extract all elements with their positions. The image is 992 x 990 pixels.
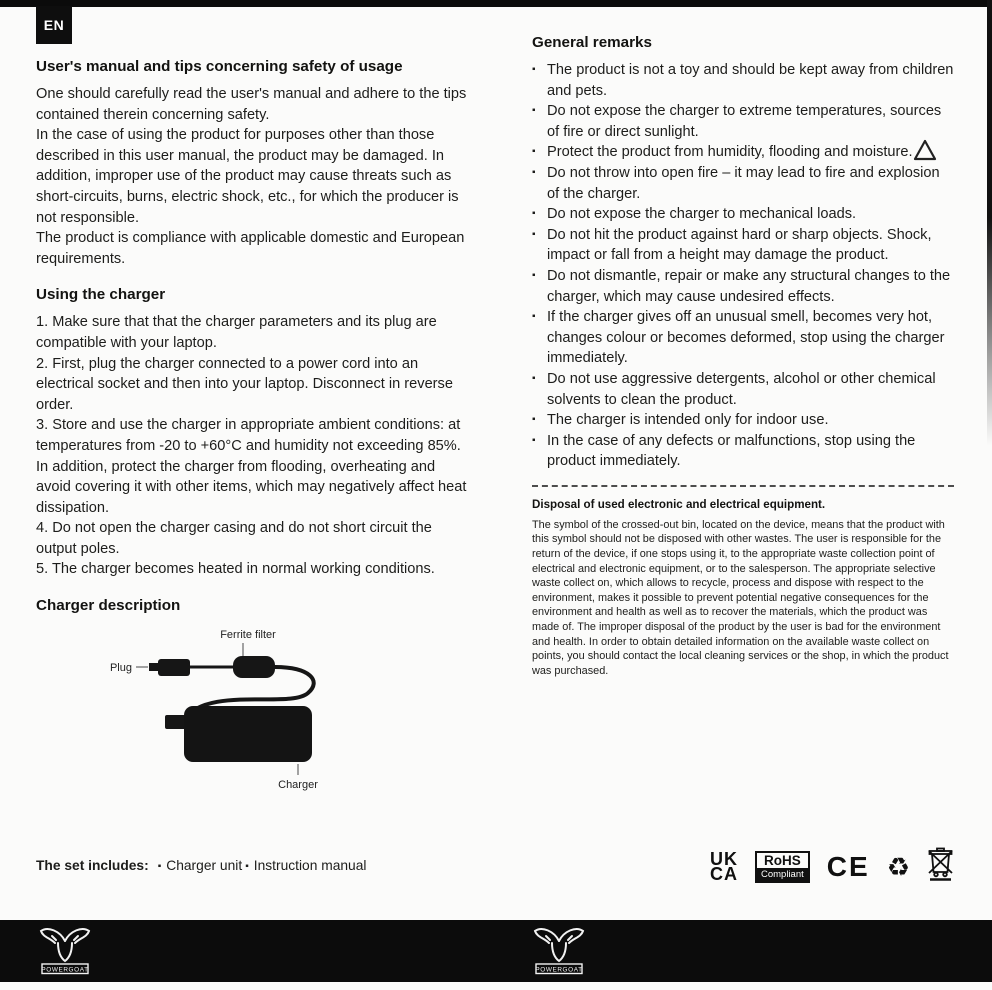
- using-step: 2. First, plug the charger connected to a power cord into an electrical socket and then into your laptop. Disconnect in reverse order.: [36, 355, 453, 413]
- using-section-title: Using the charger: [36, 286, 166, 304]
- manual-paragraph: One should carefully read the user's manual and adhere to the tips contained therein concerning safety.: [36, 86, 467, 123]
- weee-crossed-bin-icon: [927, 846, 954, 887]
- general-remarks-title: General remarks: [532, 34, 652, 51]
- remark-item: ▪ Do not hit the product against hard or sharp objects. Shock, impact or fall from a height may damage the product.: [532, 225, 954, 266]
- disposal-title: Disposal of used electronic and electrical equipment.: [532, 497, 826, 511]
- manual-paragraph: The product is compliance with applicable domestic and European requirements.: [36, 230, 465, 267]
- right-column: [532, 34, 954, 678]
- using-step: 5. The charger becomes heated in normal working conditions.: [36, 561, 435, 578]
- plug-body-shape: [158, 659, 190, 676]
- using-step: 3. Store and use the charger in appropriate ambient conditions: at temperatures from -20 to +60°C and humidity not exceeding 85%. In addition, protect the charger from flooding, overheating and avoid covering it with other items, which may negatively affect heat dissipation.: [36, 417, 467, 516]
- plug-tip-shape: [149, 663, 159, 671]
- ukca-mark: [710, 848, 738, 884]
- remark-item: ▪ The charger is intended only for indoor use.: [532, 410, 954, 431]
- general-remarks-list: [532, 60, 954, 472]
- disposal-section: [532, 498, 954, 679]
- charger-diagram: [36, 623, 368, 799]
- footer-band: [0, 920, 992, 982]
- charger-brick-shape: [184, 706, 312, 762]
- footer-brand-text: POWERGOAT: [41, 966, 89, 974]
- powergoat-logo: [36, 925, 94, 982]
- language-badge: EN: [36, 6, 72, 44]
- set-includes-label: The set includes:: [36, 858, 149, 873]
- remark-item: ▪ Protect the product from humidity, flooding and moisture.: [532, 142, 954, 163]
- set-includes-line: [36, 858, 366, 873]
- ukca-top: UK: [710, 848, 738, 869]
- remark-item: ▪ Do not expose the charger to extreme temperatures, sources of fire or direct sunlight.: [532, 101, 954, 142]
- dashed-divider: [532, 485, 954, 487]
- scan-right-edge: [987, 0, 992, 990]
- ce-mark: CE: [826, 850, 870, 882]
- manual-paragraph: In the case of using the product for purposes other than those described in this user manual, the product may be damaged. In addition, improper use of the product may cause threats such as short-circuits, burns, electric shock, etc., for which the producer is not responsible.: [36, 127, 459, 226]
- manual-section-title: User's manual and tips concerning safety of usage: [36, 58, 403, 75]
- dc-connector-shape: [165, 715, 186, 729]
- using-step: 4. Do not open the charger casing and do not short circuit the output poles.: [36, 520, 432, 557]
- compliance-marks: [532, 846, 954, 887]
- remark-item: ▪ Do not use aggressive detergents, alcohol or other chemical solvents to clean the product.: [532, 369, 954, 410]
- remark-item: ▪ Do not expose the charger to mechanical loads.: [532, 204, 954, 225]
- footer-brand-text: POWERGOAT: [535, 966, 583, 974]
- recycle-icon: ♻: [886, 851, 910, 882]
- rohs-mark: [755, 851, 810, 883]
- set-item: Charger unit: [166, 858, 243, 873]
- top-black-bar: [0, 0, 992, 7]
- ukca-bottom: CA: [710, 863, 738, 884]
- manual-paragraphs: [36, 84, 473, 269]
- ferrite-filter-shape: [233, 656, 275, 678]
- using-step: 1. Make sure that that the charger parameters and its plug are compatible with your laptop.: [36, 314, 437, 351]
- charger-label: Charger: [278, 779, 318, 792]
- disposal-body: The symbol of the crossed-out bin, located on the device, means that the product with this symbol should not be disposed with other wastes. The user is responsible for the return of the device, if one stops using it, to the appropriate waste collection point of electrical and electronic equipment, or to the salesperson. The appropriate selective waste collect on, which allows to recycle, process and dispose with respect to the environment, makes it possible to prevent potential negative consequences for the environment and health as well as to recover the materials, which the product was made of. The improper disposal of the product by the user is bad for the environment and health. In order to obtain detailed information on the available waste collect on points, you should contact the local cleaning services or the shop, in which the product was purchased.: [532, 518, 949, 677]
- using-steps: [36, 312, 473, 580]
- square-bullet: [245, 858, 249, 873]
- remark-item: ▪ If the charger gives off an unusual smell, becomes very hot, changes colour or becomes deformed, stop using the charger immediately.: [532, 307, 954, 369]
- goat-face: [552, 943, 566, 961]
- using-charger-section: [36, 286, 473, 580]
- goat-face: [58, 943, 72, 961]
- description-section-title: Charger description: [36, 597, 181, 615]
- remark-item: ▪ The product is not a toy and should be kept away from children and pets.: [532, 60, 954, 101]
- remark-item: ▪ Do not throw into open fire – it may lead to fire and explosion of the charger.: [532, 163, 954, 204]
- rohs-title: RoHS: [764, 852, 801, 868]
- remark-item: ▪ Do not dismantle, repair or make any structural changes to the charger, which may cause undesired effects.: [532, 266, 954, 307]
- charger-description-section: [36, 597, 473, 804]
- square-bullet: [158, 858, 162, 873]
- left-column: [36, 58, 473, 804]
- plug-label: Plug: [109, 662, 132, 675]
- powergoat-logo: [530, 925, 588, 982]
- rohs-subtitle: Compliant: [757, 868, 808, 881]
- ferrite-filter-label: Ferrite filter: [220, 629, 276, 642]
- remark-item: ▪ In the case of any defects or malfunctions, stop using the product immediately.: [532, 431, 954, 472]
- recycle-triangle-icon: [912, 138, 938, 169]
- set-item: Instruction manual: [253, 858, 367, 873]
